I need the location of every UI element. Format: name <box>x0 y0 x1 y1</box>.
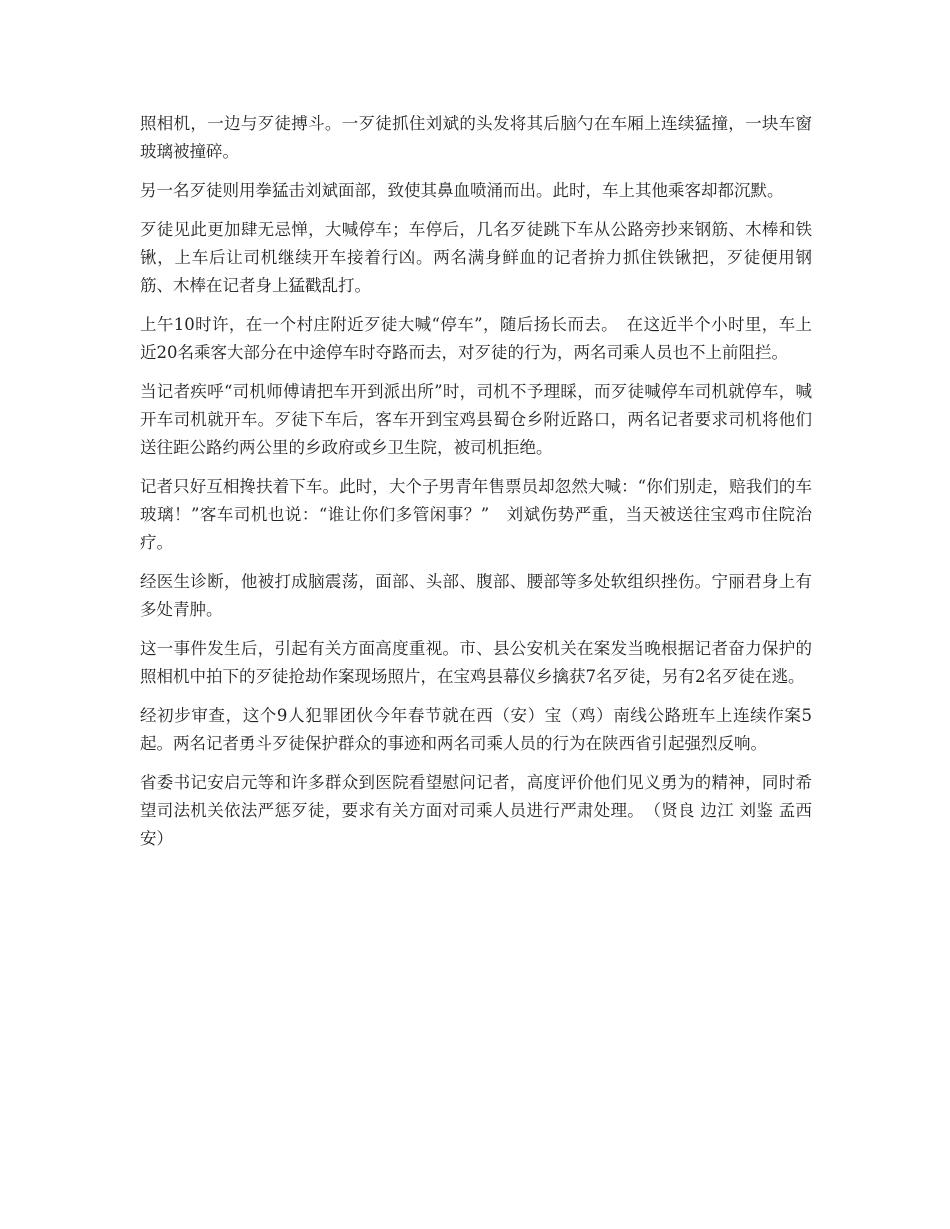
paragraph-1: 照相机，一边与歹徒搏斗。一歹徒抓住刘斌的头发将其后脑勺在车厢上连续猛撞，一块车窗玻璃被撞碎。 <box>140 114 812 161</box>
paragraph-2: 另一名歹徒则用拳猛击刘斌面部，致使其鼻血喷涌而出。此时，车上其他乘客却都沉默。 <box>140 181 784 200</box>
paragraph-6: 记者只好互相搀扶着下车。此时，大个子男青年售票员却忽然大喊：“你们别走，赔我们的车玻璃！”客车司机也说：“谁让你们多管闲事？” 刘斌伤势严重，当天被送往宝鸡市住院治疗。 <box>140 477 812 552</box>
paragraph-5: 当记者疾呼“司机师傅请把车开到派出所”时，司机不予理睬，而歹徒喊停车司机就停车，喊开车司机就开车。歹徒下车后，客车开到宝鸡县蜀仓乡附近路口，两名记者要求司机将他们送往距公路约两公里的乡政府或乡卫生院，被司机拒绝。 <box>140 382 812 457</box>
paragraph-9: 经初步审查，这个9人犯罪团伙今年春节就在西（安）宝（鸡）南线公路班车上连续作案5起。两名记者勇斗歹徒保护群众的事迹和两名司乘人员的行为在陕西省引起强烈反响。 <box>140 706 812 753</box>
article-body <box>140 110 812 864</box>
paragraph-8: 这一事件发生后，引起有关方面高度重视。市、县公安机关在案发当晚根据记者奋力保护的照相机中拍下的歹徒抢劫作案现场照片，在宝鸡县幕仪乡擒获7名歹徒，另有2名歹徒在逃。 <box>140 639 812 686</box>
paragraph-4: 上午10时许，在一个村庄附近歹徒大喊“停车”，随后扬长而去。 在这近半个小时里，车上近20名乘客大部分在中途停车时夺路而去，对歹徒的行为，两名司乘人员也不上前阻拦。 <box>140 315 812 362</box>
paragraph-3: 歹徒见此更加肆无忌惮，大喊停车；车停后，几名歹徒跳下车从公路旁抄来钢筋、木棒和铁锹，上车后让司机继续开车接着行凶。两名满身鲜血的记者拚力抓住铁锹把，歹徒便用钢筋、木棒在记者身上猛戳乱打。 <box>140 220 812 295</box>
paragraph-10: 省委书记安启元等和许多群众到医院看望慰问记者，高度评价他们见义勇为的精神，同时希望司法机关依法严惩歹徒，要求有关方面对司乘人员进行严肃处理。 （贤良 边江 刘鉴 孟西安） <box>140 773 812 848</box>
paragraph-7: 经医生诊断，他被打成脑震荡，面部、头部、腹部、腰部等多处软组织挫伤。宁丽君身上有多处青肿。 <box>140 572 812 619</box>
